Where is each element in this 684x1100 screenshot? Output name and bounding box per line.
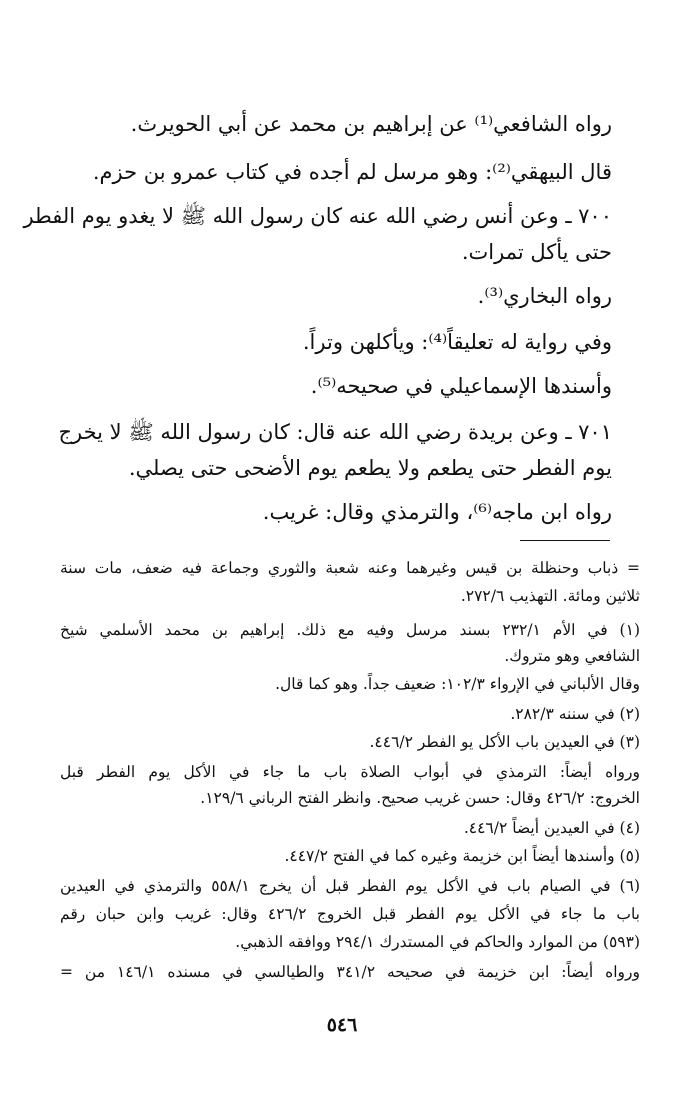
main-line-6: وفي رواية له تعليقاً⁽⁴⁾: ويأكلهن وتراً.	[302, 330, 612, 354]
main-line-5: رواه البخاري⁽³⁾.	[477, 284, 612, 308]
footnote-line-9: الخروج: ٤٢٦/٢ وقال: حسن غريب صحيح. وانظر الفتح الرباني ١٢٩/٦.	[200, 789, 640, 807]
main-line-2: قال البيهقي⁽²⁾: وهو مرسل لم أجده في كتاب عمرو بن حزم.	[92, 160, 612, 184]
footnote-line-15: ورواه أيضاً: ابن خزيمة في صحيحه ٣٤١/٢ والطيالسي في مسنده ١٤٦/١ من =	[60, 963, 641, 981]
page-number: ٥٤٦	[326, 1014, 358, 1036]
footnote-line-12: (٦) في الصيام باب في الأكل يوم الفطر قبل أن يخرج ٥٥٨/١ والترمذي في العيدين	[60, 877, 640, 895]
footnote-line-11: (٥) وأسندها أيضاً ابن خزيمة وغيره كما في الفتح ٤٤٧/٢.	[284, 847, 640, 865]
main-line-1: رواه الشافعي⁽¹⁾ عن إبراهيم بن محمد عن أبي الحويرث.	[130, 112, 612, 136]
main-line-10: رواه ابن ماجه⁽⁶⁾، والترمذي وقال: غريب.	[262, 500, 612, 524]
footnote-line-6: (٢) في سننه ٢٨٢/٣.	[510, 705, 640, 723]
main-line-4: حتى يأكل تمرات.	[461, 240, 612, 264]
footnote-line-13: باب ما جاء في الأكل يوم الفطر قبل الخروج ٤٢٦/٢ وقال: غريب وابن حبان رقم	[60, 905, 640, 923]
footnote-separator	[520, 540, 610, 541]
footnote-line-1: = ذباب وحنظلة بن قيس وغيرهما وعنه شعبة والثوري وجماعة فيه ضعف، مات سنة	[60, 559, 640, 577]
footnote-line-5: وقال الألباني في الإرواء ١٠٢/٣: ضعيف جداً. وهو كما قال.	[275, 675, 640, 693]
footnote-line-4: الشافعي وهو متروك.	[504, 647, 640, 665]
footnote-line-8: ورواه أيضاً: الترمذي في أبواب الصلاة باب ما جاء في الأكل يوم الفطر قبل	[60, 763, 640, 781]
footnote-line-2: ثلاثين ومائة. التهذيب ٢٧٢/٦.	[460, 587, 640, 605]
main-line-3: ٧٠٠ ـ وعن أنس رضي الله عنه كان رسول الله ﷺ لا يغدو يوم الفطر	[23, 204, 612, 228]
main-line-8: ٧٠١ ـ وعن بريدة رضي الله عنه قال: كان رسول الله ﷺ لا يخرج	[58, 420, 612, 444]
main-line-9: يوم الفطر حتى يطعم ولا يطعم يوم الأضحى حتى يصلي.	[128, 456, 612, 480]
footnote-line-3: (١) في الأم ٢٣٢/١ بسند مرسل وفيه مع ذلك. إبراهيم بن محمد الأسلمي شيخ	[60, 621, 640, 639]
footnote-line-14: (٥٩٣) من الموارد والحاكم في المستدرك ٢٩٤/١ ووافقه الذهبي.	[235, 933, 640, 951]
footnote-line-10: (٤) في العيدين أيضاً ٤٤٦/٢.	[463, 819, 640, 837]
main-line-7: وأسندها الإسماعيلي في صحيحه⁽⁵⁾.	[310, 374, 612, 398]
footnote-line-7: (٣) في العيدين باب الأكل يو الفطر ٤٤٦/٢.	[369, 733, 640, 751]
